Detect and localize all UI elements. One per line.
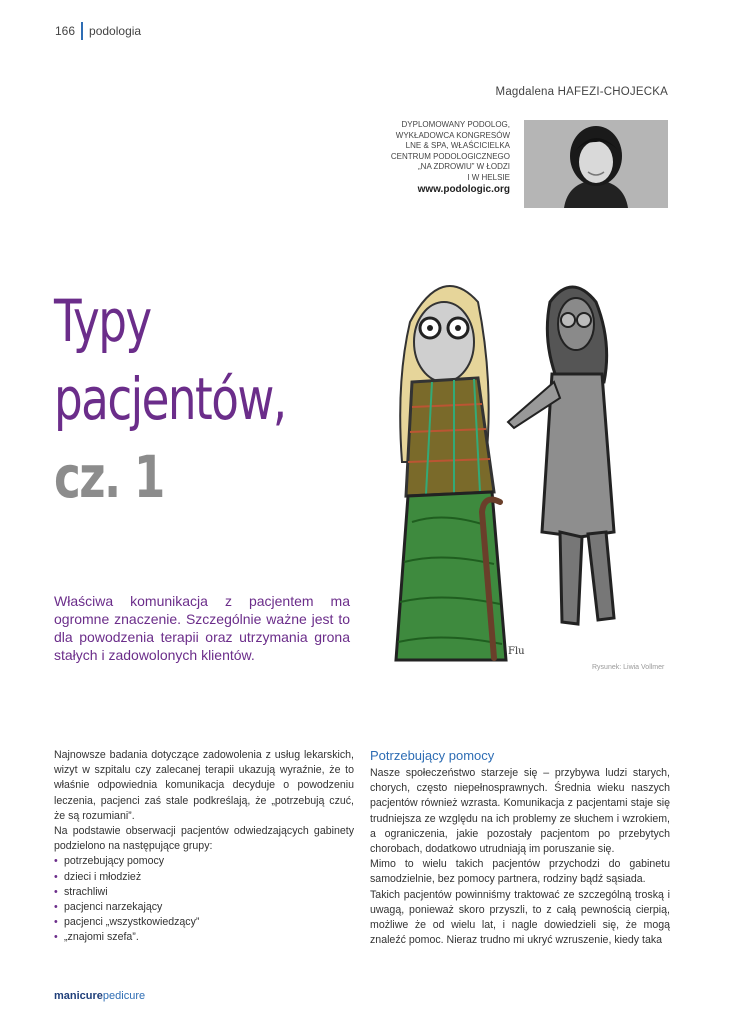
logo-part-2: pedicure [102, 990, 146, 1002]
list-item: • strachliwi [54, 885, 354, 900]
author-desc-line: WYKŁADOWCA KONGRESÓW [395, 130, 510, 140]
cartoon-illustration [382, 262, 682, 672]
section-heading: Potrzebujący pomocy [370, 748, 495, 763]
list-item: • „znajomi szefa”. [54, 930, 354, 945]
logo-part-1: manicure [54, 990, 103, 1002]
title-line-2: pacjentów, [54, 365, 286, 433]
author-website: www.podologic.org [417, 184, 510, 195]
author-desc-line: „NA ZDROWIU” W ŁODZI [418, 162, 510, 171]
author-photo [524, 120, 668, 208]
title-line-1: Typy [54, 287, 151, 355]
author-description [360, 120, 510, 196]
section-name: podologia [89, 24, 142, 38]
page-number: 166 [55, 24, 76, 38]
author-portrait [524, 120, 668, 208]
left-paragraph-1: Najnowsze badania dotyczące zadowolenia z usług lekarskich, wizyt w szpitalu czy zalecanej terapii ukazują wyraźnie, że to właśnie odpowiednia komunikacja decyduje o powodzeniu leczenia, pacjenci zaś stale podkreślają, że „potrzebują czuć, że są rozumiani”. [54, 749, 354, 822]
article-title [54, 282, 286, 516]
author-desc-line: I W HELSIE [467, 172, 510, 182]
illustration-credit: Rysunek: Liwia Vollmer [592, 664, 665, 671]
left-column [54, 748, 354, 946]
lead-paragraph: Właściwa komunikacja z pacjentem ma ogromne znaczenie. Szczególnie ważne jest to dla powodzenia terapii oraz utrzymania grona stałych i zadowolonych klientów. [54, 593, 350, 663]
right-paragraph-3: Takich pacjentów powinniśmy traktować ze szczególną troską i uwagą, ponieważ skoro przyszli, to z całą pewnością cierpią, możliwe że od wielu lat, i nagle dowiedzieli się, że mogą znaleźć pomoc. Nieraz trudno mi ukryć wzruszenie, kiedy taka [370, 888, 670, 947]
patient-groups-list [54, 854, 354, 945]
header-divider [81, 22, 83, 40]
right-paragraph-1: Nasze społeczeństwo starzeje się – przybywa ludzi starych, chorych, często niepełnosprawnych. Średnia wieku naszych pacjentów również wzrasta. Komunikacja z pacjentami staje się trudniejsza ze względu na ich problemy ze słuchem i wzrokiem, a ograniczenia, jakie pozostały pacjentom po przebytych chorobach, dodatkowo utrudniają im poruszanie się. [370, 767, 670, 856]
list-item: • dzieci i młodzież [54, 870, 354, 885]
running-header [55, 22, 141, 40]
magazine-logo [54, 990, 145, 1002]
author-name: Magdalena HAFEZI-CHOJECKA [495, 86, 668, 98]
left-paragraph-2: Na podstawie obserwacji pacjentów odwiedzających gabinety podzielono na następujące grupy: [54, 825, 354, 853]
title-line-3: cz. 1 [54, 443, 164, 511]
author-desc-line: DYPLOMOWANY PODOLOG, [401, 120, 510, 129]
list-item: • potrzebujący pomocy [54, 854, 354, 869]
list-item: • pacjenci „wszystkowiedzący” [54, 915, 354, 930]
right-paragraph-2: Mimo to wielu takich pacjentów przychodzi do gabinetu samodzielnie, bez pomocy partnera, rodziny bądź sąsiada. [370, 858, 670, 886]
author-desc-line: LNE & SPA, WŁAŚCICIELKA [405, 141, 510, 150]
author-desc-line: CENTRUM PODOLOGICZNEGO [390, 151, 510, 161]
list-item: • pacjenci narzekający [54, 900, 354, 915]
illustration-drawing [382, 262, 682, 672]
illustration-signature: Flu [508, 646, 525, 657]
right-column [370, 748, 670, 948]
